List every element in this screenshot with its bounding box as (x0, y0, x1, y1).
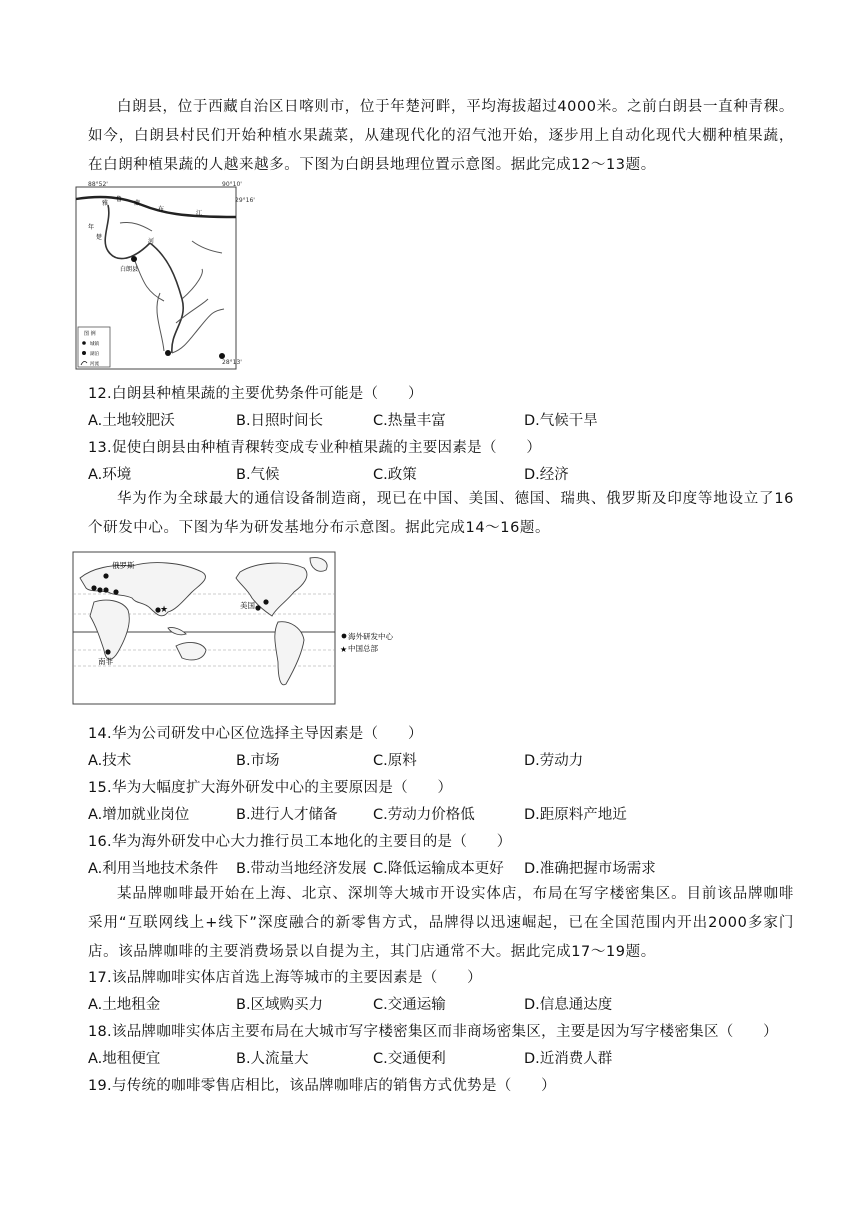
yarlung-char-4: 布 (158, 206, 165, 213)
option-c[interactable]: C.交通运输 (373, 997, 446, 1013)
river-char-2: 楚 (96, 234, 103, 241)
yarlung-char-1: 雅 (102, 200, 109, 207)
option-c[interactable]: C.热量丰富 (373, 413, 446, 429)
lake-marker (165, 350, 171, 356)
legend-river: 河流 (90, 362, 99, 367)
lon-right-label: 90°10' (222, 181, 242, 188)
yarlung-char-3: 藏 (134, 200, 141, 207)
option-d[interactable]: D.近消费人群 (524, 1051, 613, 1067)
china-hq-marker: ★ (160, 605, 169, 615)
question-19-stem: 19.与传统的咖啡零售店相比，该品牌咖啡店的销售方式优势是（ ） (88, 1078, 556, 1094)
option-d[interactable]: D.气候干旱 (524, 413, 598, 429)
legend-lake: 湖泊 (90, 352, 99, 357)
question-12-stem: 12.白朗县种植果蔬的主要优势条件可能是（ ） (88, 386, 423, 402)
legend-overseas-dot (342, 634, 347, 639)
yarlung-char-5: 江 (196, 210, 203, 217)
passage-coffee: 某品牌咖啡最开始在上海、北京、深圳等大城市开设实体店，布局在写字楼密集区。目前该品牌咖啡采用“互联网线上+线下”深度融合的新零售方式，品牌得以迅速崛起，已在全国范围内开出2000多家门店。该品牌咖啡的主要消费场景以自提为主，其门店通常不大。据此完成17～19题。 (88, 886, 794, 960)
option-b[interactable]: B.日照时间长 (236, 413, 324, 429)
lat-top-label: 29°16' (235, 197, 255, 204)
option-b[interactable]: B.市场 (236, 753, 280, 769)
river-char-3: 河 (148, 238, 155, 245)
option-d[interactable]: D.距原料产地近 (524, 807, 627, 823)
lon-left-label: 88°52' (88, 181, 108, 188)
question-18-stem: 18.该品牌咖啡实体店主要布局在大城市写字楼密集区而非商场密集区，主要是因为写字楼密集区（ ） (88, 1024, 778, 1040)
question-13-stem: 13.促使白朗县由种植青稞转变成专业种植果蔬的主要因素是（ ） (88, 440, 542, 456)
town-marker (131, 256, 137, 262)
option-b[interactable]: B.区域购买力 (236, 997, 324, 1013)
lake-marker (219, 353, 225, 359)
question-17-options (88, 995, 808, 1015)
label-russia: 俄罗斯 (112, 561, 135, 570)
question-16-options (88, 859, 808, 879)
option-d[interactable]: D.经济 (524, 467, 569, 483)
legend-overseas-label: 海外研发中心 (348, 632, 393, 641)
huawei-rd-world-map (72, 550, 402, 708)
option-d[interactable]: D.准确把握市场需求 (524, 861, 656, 877)
question-15-options (88, 805, 808, 825)
option-c[interactable]: C.原料 (373, 753, 417, 769)
lat-bottom-label: 28°13' (222, 359, 242, 366)
option-c[interactable]: C.政策 (373, 467, 417, 483)
question-17-stem: 17.该品牌咖啡实体店首选上海等城市的主要因素是（ ） (88, 970, 482, 986)
option-d[interactable]: D.劳动力 (524, 753, 584, 769)
question-14-options (88, 751, 808, 771)
option-c[interactable]: C.劳动力价格低 (373, 807, 475, 823)
option-c[interactable]: C.降低运输成本更好 (373, 861, 504, 877)
legend-hq-star: ★ (340, 645, 348, 654)
question-15-stem: 15.华为大幅度扩大海外研发中心的主要原因是（ ） (88, 780, 453, 796)
river-char-1: 年 (88, 224, 95, 231)
passage-huawei: 华为作为全球最大的通信设备制造商，现已在中国、美国、德国、瑞典、俄罗斯及印度等地设立了16个研发中心。下图为华为研发基地分布示意图。据此完成14～16题。 (88, 491, 794, 536)
option-b[interactable]: B.气候 (236, 467, 280, 483)
question-18-options (88, 1049, 808, 1069)
question-14-stem: 14.华为公司研发中心区位选择主导因素是（ ） (88, 726, 423, 742)
option-b[interactable]: B.人流量大 (236, 1051, 309, 1067)
option-a[interactable]: A.土地租金 (88, 997, 161, 1013)
yarlung-char-2: 鲁 (116, 196, 123, 203)
legend-town: 城镇 (90, 342, 99, 347)
world-map-svg (72, 550, 402, 708)
option-a[interactable]: A.增加就业岗位 (88, 807, 190, 823)
option-a[interactable]: A.土地较肥沃 (88, 413, 175, 429)
option-c[interactable]: C.交通便利 (373, 1051, 446, 1067)
passage-bailang: 白朗县，位于西藏自治区日喀则市，位于年楚河畔，平均海拔超过4000米。之前白朗县一直种青稞。如今，白朗县村民们开始种植水果蔬菜，从建现代化的沼气池开始，逐步用上自动化现代大棚种植果蔬，在白朗种植果蔬的人越来越多。下图为白朗县地理位置示意图。据此完成12～13题。 (88, 99, 794, 173)
option-a[interactable]: A.地租便宜 (88, 1051, 161, 1067)
option-a[interactable]: A.环境 (88, 467, 132, 483)
label-usa: 美国 (240, 601, 255, 610)
option-a[interactable]: A.利用当地技术条件 (88, 861, 219, 877)
legend-hq-label: 中国总部 (348, 644, 378, 653)
option-b[interactable]: B.进行人才储备 (236, 807, 338, 823)
question-12-options (88, 411, 808, 431)
county-label: 白朗县 (120, 266, 139, 273)
option-b[interactable]: B.带动当地经济发展 (236, 861, 367, 877)
question-13-options (88, 465, 808, 485)
question-16-stem: 16.华为海外研发中心大力推行员工本地化的主要目的是（ ） (88, 834, 512, 850)
bailang-location-map (72, 181, 255, 373)
legend-title: 图 例 (84, 331, 96, 337)
label-south-africa: 南非 (98, 657, 113, 666)
option-d[interactable]: D.信息通达度 (524, 997, 613, 1013)
bailang-map-svg (72, 181, 255, 373)
option-a[interactable]: A.技术 (88, 753, 132, 769)
